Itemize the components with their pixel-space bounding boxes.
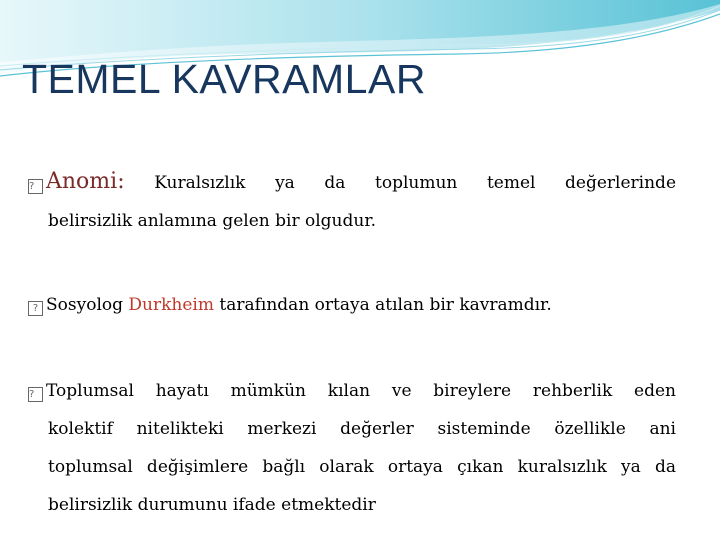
- bullet-icon: ?: [28, 301, 43, 316]
- highlighted-name: Durkheim: [128, 295, 214, 315]
- bullet-line: [28, 163, 676, 202]
- sentence-suffix: tarafından ortaya atılan bir kavramdır.: [219, 295, 552, 315]
- bullet-item-description: [28, 372, 676, 524]
- slide-title: TEMEL KAVRAMLAR: [22, 56, 426, 102]
- bullet-icon: ?: [28, 387, 43, 402]
- paragraph-line-3: toplumsal değişimlere bağlı olarak ortaya çıkan kuralsızlık ya da: [48, 457, 676, 477]
- paragraph-line-2: kolektif nitelikteki merkezi değerler sisteminde özellikle ani: [48, 419, 676, 439]
- paragraph-line-4: belirsizlik durumunu ifade etmektedir: [48, 495, 376, 515]
- paragraph-line-1: Toplumsal hayatı mümkün kılan ve bireylere rehberlik eden: [46, 381, 676, 401]
- bullet-line: [28, 286, 676, 324]
- bullet-item-durkheim: [28, 286, 676, 324]
- definition-text: Kuralsızlık ya da toplumun temel değerlerinde: [154, 173, 676, 193]
- bullet-icon: ?: [28, 179, 43, 194]
- bullet-line: [28, 372, 676, 410]
- bullet-item-anomi: [28, 163, 676, 240]
- term-label: Anomi:: [46, 169, 125, 194]
- sentence-prefix: Sosyolog: [46, 295, 123, 315]
- definition-text-continued: belirsizlik anlamına gelen bir olgudur.: [48, 211, 376, 231]
